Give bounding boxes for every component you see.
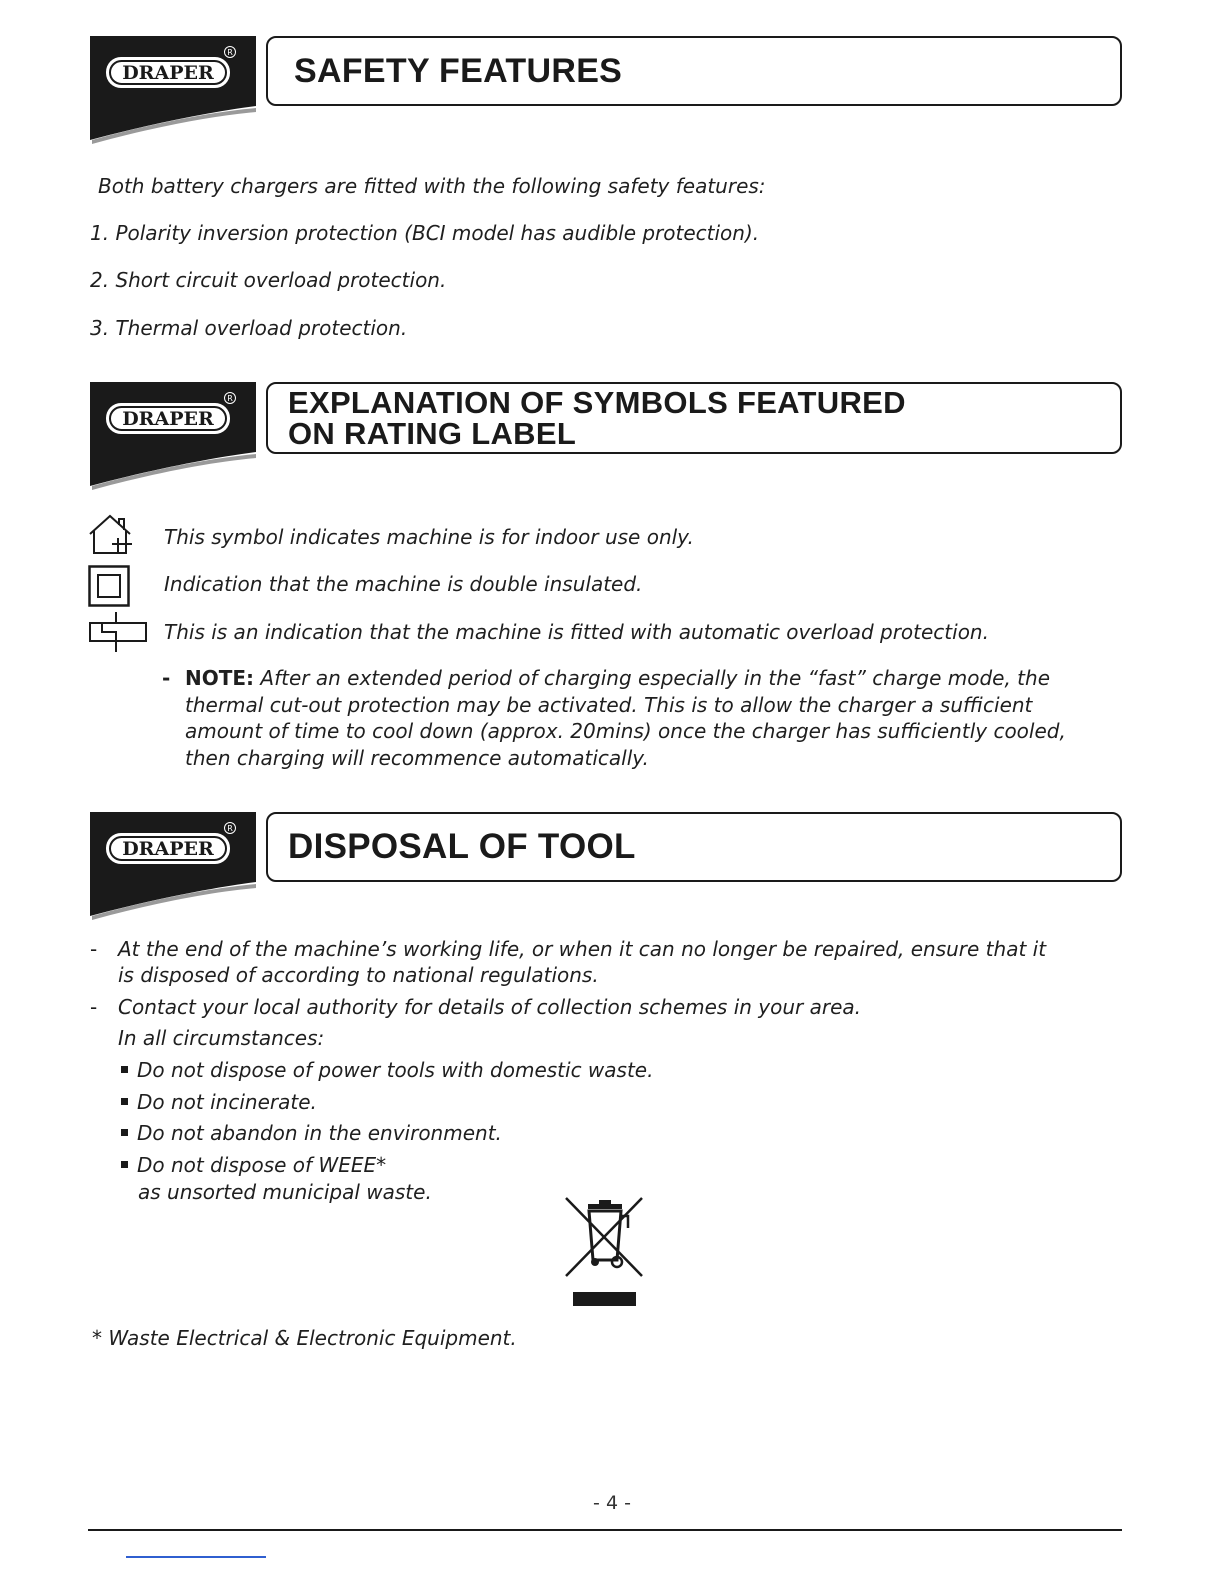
bullet-square-icon	[121, 1129, 128, 1136]
symbol-text-overload: This is an indication that the machine is fitted with automatic overload protection.	[164, 620, 989, 644]
disposal-dash: -	[90, 937, 98, 961]
footer-divider	[88, 1529, 1122, 1531]
safety-item-2: 2. Short circuit overload protection.	[90, 268, 447, 292]
draper-logo	[90, 812, 256, 922]
double-insulated-icon	[88, 565, 130, 611]
house-icon	[88, 514, 134, 560]
svg-text:DRAPER: DRAPER	[122, 838, 214, 860]
disposal-line-1b: is disposed of according to national regulations.	[118, 963, 599, 987]
svg-text:R: R	[227, 394, 233, 403]
bullet-square-icon	[121, 1098, 128, 1105]
footer-link-underline	[126, 1556, 266, 1558]
disposal-bullet: Do not dispose of power tools with domestic waste.	[121, 1057, 653, 1083]
safety-item-1: 1. Polarity inversion protection (BCI model has audible protection).	[90, 221, 760, 245]
bullet-square-icon	[121, 1161, 128, 1168]
disposal-line-1a: At the end of the machine’s working life, or when it can no longer be repaired, ensure that it	[118, 937, 1047, 961]
svg-text:R: R	[227, 48, 233, 57]
crossed-out-bin-icon	[562, 1194, 648, 1314]
section-header-disposal	[90, 812, 1126, 922]
section-title: DISPOSAL OF TOOL	[288, 827, 636, 866]
svg-text:R: R	[227, 824, 233, 833]
safety-item-3: 3. Thermal overload protection.	[90, 316, 408, 340]
section-title: SAFETY FEATURES	[294, 52, 623, 90]
note-dash: -	[162, 666, 171, 690]
note-label: NOTE:	[185, 666, 255, 690]
section-header-symbols	[90, 382, 1126, 492]
weee-footnote: * Waste Electrical & Electronic Equipment.	[92, 1326, 517, 1350]
thermal-cutout-icon	[88, 610, 150, 658]
disposal-bullet: Do not abandon in the environment.	[121, 1120, 502, 1146]
draper-logo	[90, 382, 256, 492]
disposal-bullet: Do not incinerate.	[121, 1089, 317, 1115]
section-title-box	[266, 382, 1122, 454]
note-text: After an extended period of charging especially in the “fast” charge mode, the thermal cut-out protection may be activated. This is to allow the charger a sufficient amount of time to cool down (approx. 20mins) once the charger has sufficiently cooled, then charging will recommence automatically.	[185, 666, 1066, 770]
bullet-square-icon	[121, 1066, 128, 1073]
disposal-bullet: Do not dispose of WEEE*	[121, 1152, 386, 1178]
safety-intro: Both battery chargers are fitted with the following safety features:	[98, 174, 766, 198]
disposal-bullet-continuation: as unsorted municipal waste.	[138, 1180, 432, 1204]
svg-text:DRAPER: DRAPER	[122, 408, 214, 430]
section-title-box	[266, 812, 1122, 882]
disposal-line-2: Contact your local authority for details of collection schemes in your area.	[118, 995, 862, 1019]
page-number: - 4 -	[593, 1492, 631, 1514]
note-body	[185, 665, 1112, 771]
section-header-safety	[90, 36, 1126, 146]
symbol-text-double-insulated: Indication that the machine is double insulated.	[164, 572, 643, 596]
note-block	[162, 665, 1112, 771]
section-title-box	[266, 36, 1122, 106]
svg-text:DRAPER: DRAPER	[122, 62, 214, 84]
draper-logo	[90, 36, 256, 146]
disposal-line-3: In all circumstances:	[118, 1026, 325, 1050]
disposal-dash: -	[90, 995, 98, 1019]
symbol-text-indoor: This symbol indicates machine is for indoor use only.	[164, 525, 694, 549]
section-title: EXPLANATION OF SYMBOLS FEATURED ON RATING LABEL	[288, 385, 906, 451]
